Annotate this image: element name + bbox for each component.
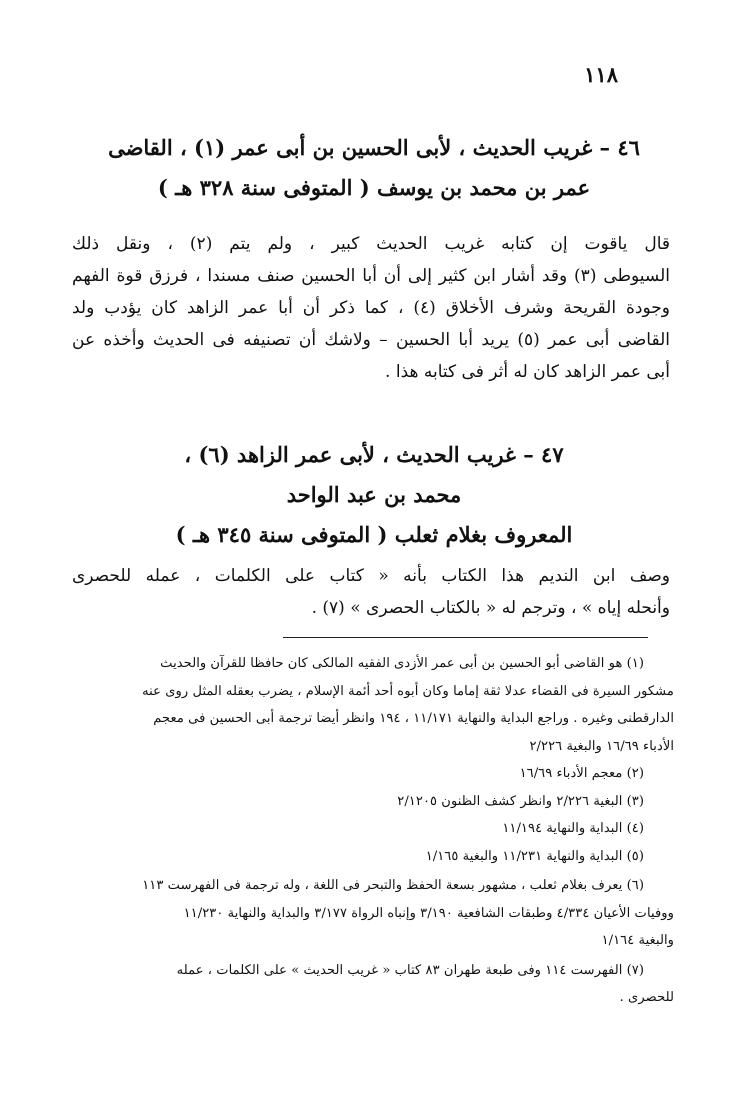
paragraph-line: قال ياقوت إن كتابه غريب الحديث كبير ، ولم يتم (٢) ، ونقل ذلك: [72, 234, 671, 254]
entry-47-title-line: محمد بن عبد الواحد: [286, 482, 462, 507]
footnote-line: الدارقطنى وغيره . وراجع البداية والنهاية ١١/١٧١ ، ١٩٤ وانظر أيضا ترجمة أبى الحسين فى معجم: [153, 711, 674, 726]
entry-47-paragraph: [72, 560, 670, 624]
footnote-line: (٦) يعرف بغلام ثعلب ، مشهور بسعة الحفظ والتبحر فى اللغة ، وله ترجمة فى الفهرست ١١٣: [142, 878, 644, 893]
footnote-2: [74, 760, 674, 788]
paragraph-line: وأنحله إياه » ، وترجم له « بالكتاب الحصرى » (٧) .: [311, 598, 670, 618]
footnote-1: [74, 650, 674, 760]
entry-46-heading: [70, 128, 678, 208]
paragraph-line: وجودة القريحة وشرف الأخلاق (٤) ، كما ذكر أن أبا عمر الزاهد كان يؤدب ولد: [72, 298, 670, 318]
page-number: ١١٨: [584, 62, 618, 87]
entry-47-title-line: المعروف بغلام ثعلب ( المتوفى سنة ٣٤٥ هـ ): [175, 522, 573, 547]
paragraph-line: السيوطى (٣) وقد أشار ابن كثير إلى أن أبا الحسين صنف مسندا ، فرزق قوة الفهم: [72, 266, 670, 286]
paragraph-line: القاضى أبى عمر (٥) يريد أبا الحسين – ولاشك أن تصنيفه فى الحديث وأخذه عن: [72, 330, 670, 350]
footnote-line: (٣) البغية ٢/٢٢٦ وانظر كشف الظنون ٢/١٢٠٥: [397, 793, 644, 809]
entry-46-paragraph: [72, 228, 670, 388]
footnotes: [74, 650, 674, 1012]
paragraph-line: وصف ابن النديم هذا الكتاب بأنه « كتاب على الكلمات ، عمله للحصرى: [72, 566, 670, 586]
footnote-line: مشكور السيرة فى القضاء عدلا ثقة إماما وكان أبوه أحد أئمة الإسلام ، يضرب بعقله المثل روى عنه: [142, 683, 674, 699]
footnote-line: (٧) الفهرست ١١٤ وفى طبعة طهران ٨٣ كتاب « غريب الحديث » على الكلمات ، عمله: [176, 962, 644, 978]
footnote-3: [74, 788, 674, 816]
entry-47-heading: [70, 435, 678, 555]
entry-46-title-line: ٤٦ – غريب الحديث ، لأبى الحسين بن أبى عمر (١) ، القاضى: [108, 135, 640, 160]
footnote-7: [74, 957, 674, 1012]
footnote-6: [74, 872, 674, 955]
entry-47-title-line: ٤٧ – غريب الحديث ، لأبى عمر الزاهد (٦) ،: [184, 442, 564, 467]
paragraph-line: أبى عمر الزاهد كان له أثر فى كتابه هذا .: [385, 362, 670, 382]
footnote-line: والبغية ١/١٦٤: [601, 933, 674, 948]
footnote-line: للحصرى .: [619, 990, 674, 1005]
footnote-5: [74, 843, 674, 871]
footnote-line: الأدباء ١٦/٦٩ والبغية ٢/٢٢٦: [529, 738, 674, 754]
footnote-divider: [283, 637, 648, 638]
footnote-4: [74, 815, 674, 843]
entry-46-title-line: عمر بن محمد بن يوسف ( المتوفى سنة ٣٢٨ هـ ): [157, 175, 591, 200]
footnote-line: (١) هو القاضى أبو الحسين بن أبى عمر الأزدى الفقيه المالكى كان حافظا للقرآن والحديث: [160, 656, 644, 671]
footnote-line: (٤) البداية والنهاية ١١/١٩٤: [502, 821, 644, 836]
footnote-line: (٢) معجم الأدباء ١٦/٦٩: [519, 766, 644, 781]
footnote-line: ووفيات الأعيان ٤/٣٣٤ وطبقات الشافعية ٣/١٩٠ وإنباه الرواة ٣/١٧٧ والبداية والنهاية ١١/٢٣٠: [183, 905, 674, 921]
footnote-line: (٥) البداية والنهاية ١١/٢٣١ والبغية ١/١٦٥: [425, 848, 644, 864]
